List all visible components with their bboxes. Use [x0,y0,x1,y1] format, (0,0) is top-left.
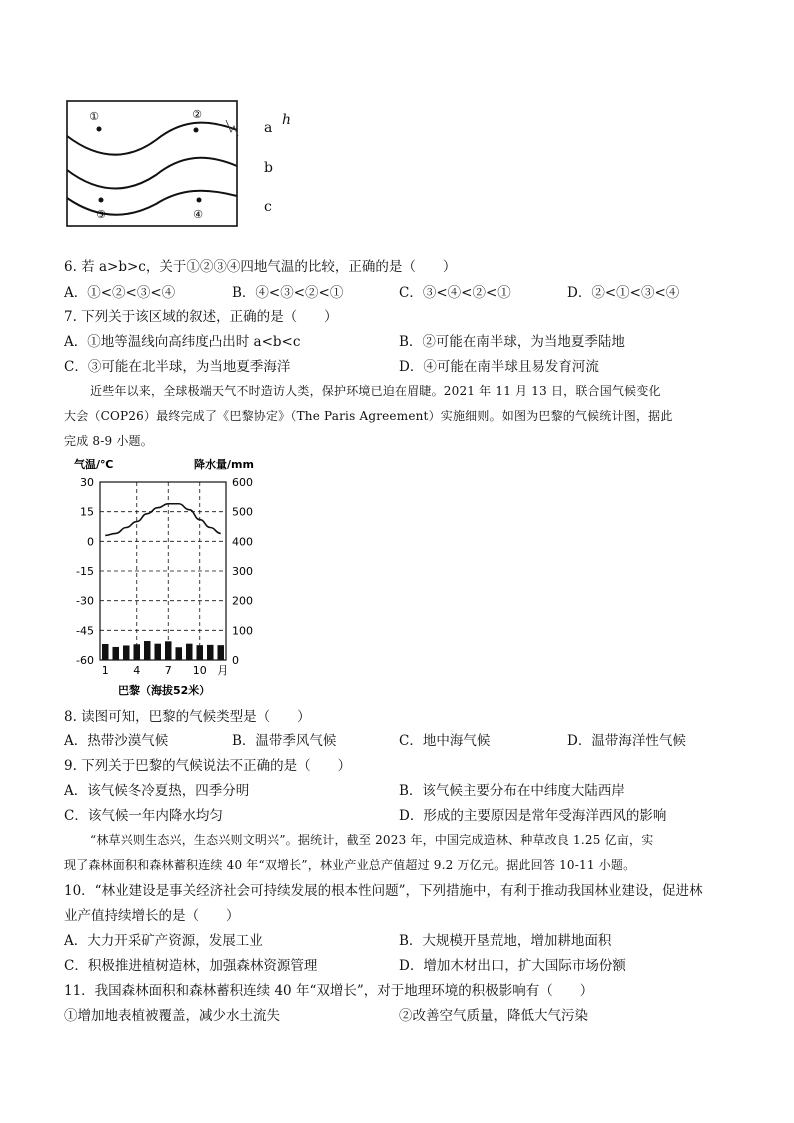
x-tick-label: 7 [164,664,172,677]
left-tick-label: 30 [80,476,94,489]
chart-caption: 巴黎（海拔52米） [118,684,211,697]
q10-option-a: A．大力开采矿产资源，发展工业 [64,933,263,949]
precip-bar-1 [102,644,109,660]
precip-bar-10 [196,645,203,660]
q6-option-a: A．①<②<③<④ [64,285,176,301]
right-axis-title: 降水量/mm [194,458,254,471]
left-tick-label: -30 [76,594,94,608]
passage1-line1: 近些年以来，全球极端天气不时造访人类，保护环境已迫在眉睫。2021 年 11 月 13 日，联合国气候变化 [90,384,661,398]
passage2-line2: 现了森林面积和森林蓄积连续 40 年“双增长”，林业产业总产值超过 9.2 万亿元。据此回答 10-11 小题。 [64,858,636,872]
q6-option-d: D．②<①<③<④ [567,285,680,301]
paris-climate-chart [66,456,256,701]
passage1-line3: 完成 8-9 小题。 [64,434,153,448]
right-tick-label: 100 [232,624,253,638]
precip-bar-4 [133,644,140,660]
q9-option-a: A．该气候冬冷夏热，四季分明 [64,783,250,799]
point-2 [194,128,199,133]
q8-option-a: A．热带沙漠气候 [64,733,169,749]
q10-option-c: C．积极推进植树造林，加强森林资源管理 [64,958,318,974]
precip-bar-3 [123,645,130,660]
q6-option-c: C．③<④<②<① [399,285,511,301]
x-tick-label: 4 [133,664,141,677]
right-tick-label: 400 [232,535,253,549]
q7-option-c: C．③可能在北半球，为当地夏季海洋 [64,359,291,375]
precip-bar-8 [175,647,182,660]
q8-option-c: C．地中海气候 [399,733,491,749]
isotherm-a [67,123,237,155]
q10-stem-line2: 业产值持续增长的是（ ） [64,908,240,924]
line-b-text: b [264,160,273,176]
q11-item-1: ①增加地表植被覆盖，减少水土流失 [64,1008,280,1024]
precip-bar-7 [165,641,172,660]
right-tick-label: 500 [232,505,253,519]
precip-bar-2 [112,647,119,660]
point-1 [97,127,102,132]
q7-stem: 7. 下列关于该区域的叙述，正确的是（ ） [64,309,338,325]
corner-mark: h [282,112,292,128]
q10-stem-line1: 10．“林业建设是事关经济社会可持续发展的根本性问题”，下列措施中，有利于推动我国林业建设，促进林 [64,883,703,899]
right-tick-label: 200 [232,594,253,608]
isotherm-c [67,191,237,215]
precip-bar-11 [207,645,214,660]
q6-option-b: B．④<③<②<① [232,285,344,301]
left-tick-label: -15 [76,565,94,578]
q8-stem: 8. 读图可知，巴黎的气候类型是（ ） [64,709,311,725]
x-tick-label: 10 [192,664,207,677]
precip-bar-6 [154,644,161,660]
q7-option-b: B．②可能在南半球，为当地夏季陆地 [399,334,625,350]
point-4-label: ④ [193,208,203,221]
x-tick-label: 1 [101,664,109,677]
point-2-label: ② [192,108,202,121]
line-c-text: c [264,199,272,215]
q8-option-b: B．温带季风气候 [232,733,337,749]
q8-option-d: D．温带海洋性气候 [567,733,686,749]
passage2-line1: “林草兴则生态兴，生态兴则文明兴”。据统计，截至 2023 年，中国完成造林、种草改良 1.25 亿亩，实 [90,833,654,847]
precip-bar-5 [144,641,151,660]
right-tick-label: 300 [232,565,253,578]
point-3-label: ③ [96,208,106,221]
right-tick-label: 0 [232,654,239,667]
q11-item-2: ②改善空气质量，降低大气污染 [399,1008,588,1024]
precip-bar-12 [217,645,224,660]
left-axis-title: 气温/℃ [74,458,114,471]
isotherm-figure [66,100,264,228]
temperature-curve [105,504,221,536]
q9-option-c: C．该气候一年内降水均匀 [64,808,223,824]
q9-option-b: B．该气候主要分布在中纬度大陆西岸 [399,783,625,799]
q9-stem: 9. 下列关于巴黎的气候说法不正确的是（ ） [64,758,352,774]
q10-option-b: B．大规模开垦荒地，增加耕地面积 [399,933,612,949]
q6-stem: 6. 若 a>b>c，关于①②③④四地气温的比较，正确的是（ ） [64,259,457,275]
point-1-label: ① [89,110,99,123]
right-tick-label: 600 [232,476,253,489]
q11-stem: 11．我国森林面积和森林蓄积连续 40 年“双增长”，对于地理环境的积极影响有（ ） [64,983,594,999]
precip-bar-9 [186,644,193,660]
x-tick-label: 月 [217,664,229,677]
q7-option-d: D．④可能在南半球且易发育河流 [399,359,599,375]
q7-option-a: A．①地等温线向高纬度凸出时 a<b<c [64,334,301,350]
q9-option-d: D．形成的主要原因是常年受海洋西风的影响 [399,808,667,824]
left-tick-label: -45 [76,624,94,638]
left-tick-label: -60 [76,654,94,667]
line-a-text: a [264,120,273,136]
passage1-line2: 大会（COP26）最终完成了《巴黎协定》（The Paris Agreement）实施细则。如图为巴黎的气候统计图，据此 [64,409,673,423]
left-tick-label: 15 [80,505,94,519]
point-4 [197,198,202,203]
q10-option-d: D．增加木材出口，扩大国际市场份额 [399,958,626,974]
isotherm-b [67,158,237,189]
point-3 [99,198,104,203]
left-tick-label: 0 [87,535,94,549]
